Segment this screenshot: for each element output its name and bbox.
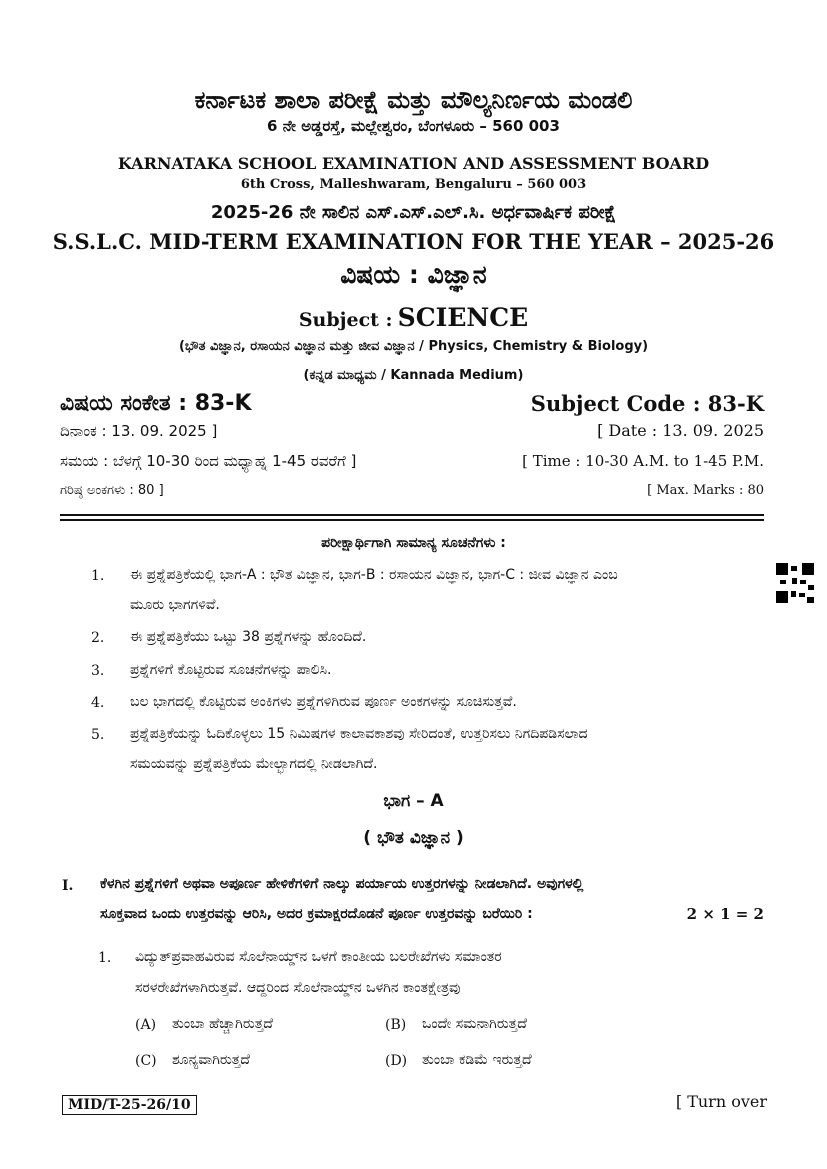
instructions-title: ಪರೀಕ್ಷಾರ್ಥಿಗಾಗಿ ಸಾಮಾನ್ಯ ಸೂಚನೆಗಳು :	[321, 535, 506, 551]
board-address-kannada: 6 ನೇ ಅಡ್ಡರಸ್ತೆ, ಮಲ್ಲೇಶ್ವರಂ, ಬೆಂಗಳೂರು – 560 003	[267, 117, 560, 135]
instruction-number: 2.	[91, 630, 105, 646]
option-label: (C)	[135, 1053, 157, 1069]
board-address-english: 6th Cross, Malleshwaram, Bengaluru – 560 003	[240, 177, 587, 192]
marks-kannada: ಗರಿಷ್ಠ ಅಂಕಗಳು : 80 ]	[60, 483, 164, 498]
option-text: ಶೂನ್ಯವಾಗಿರುತ್ತದೆ	[172, 1052, 250, 1068]
section-instruction: ಸೂಕ್ತವಾದ ಒಂದು ಉತ್ತರವನ್ನು ಆರಿಸಿ, ಅದರ ಕ್ರಮಾಕ್ಷರದೊಡನೆ ಪೂರ್ಣ ಉತ್ತರವನ್ನು ಬರೆಯಿರಿ :	[100, 906, 533, 922]
qr-code-icon	[776, 563, 814, 603]
instruction-number: 5.	[91, 727, 105, 743]
board-title-english: KARNATAKA SCHOOL EXAMINATION AND ASSESSMENT BOARD	[117, 154, 710, 173]
instruction-text: ಬಲ ಭಾಗದಲ್ಲಿ ಕೊಟ್ಟಿರುವ ಅಂಕಿಗಳು ಪ್ರಶ್ನೆಗಳಿಗಿರುವ ಪೂರ್ಣ ಅಂಕಗಳನ್ನು ಸೂಚಿಸುತ್ತವೆ.	[130, 694, 517, 710]
subject-code-english: Subject Code : 83-K	[530, 391, 764, 416]
date-kannada: ದಿನಾಂಕ : 13. 09. 2025 ]	[60, 422, 218, 440]
option-label: (B)	[385, 1017, 407, 1033]
instruction-text: ಈ ಪ್ರಶ್ನೆಪತ್ರಿಕೆಯಲ್ಲಿ ಭಾಗ-A : ಭೌತ ವಿಜ್ಞಾನ, ಭಾಗ-B : ರಸಾಯನ ವಿಜ್ಞಾನ, ಭಾಗ-C : ಜೀವ ವಿಜ್ಞಾನ ಎಂಬ	[130, 567, 618, 583]
date-english: [ Date : 13. 09. 2025	[597, 421, 764, 440]
time-kannada: ಸಮಯ : ಬೆಳಗ್ಗೆ 10-30 ರಿಂದ ಮಧ್ಯಾಹ್ನ 1-45 ರವರೆಗೆ ]	[60, 452, 357, 470]
divider-bottom	[60, 519, 764, 521]
exam-title-kannada: 2025-26 ನೇ ಸಾಲಿನ ಎಸ್.ಎಸ್.ಎಲ್.ಸಿ. ಅರ್ಧವಾರ್ಷಿಕ ಪರೀಕ್ಷೆ	[210, 202, 617, 223]
section-marks: 2 × 1 = 2	[686, 905, 764, 923]
instruction-number: 1.	[91, 568, 105, 584]
turn-over: [ Turn over	[675, 1092, 767, 1111]
instruction-text: ಸಮಯವನ್ನು ಪ್ರಶ್ನೆಪತ್ರಿಕೆಯ ಮೇಲ್ಭಾಗದಲ್ಲಿ ನೀಡಲಾಗಿದೆ.	[130, 756, 378, 772]
time-english: [ Time : 10-30 A.M. to 1-45 P.M.	[522, 452, 764, 470]
option-text: ಒಂದೇ ಸಮನಾಗಿರುತ್ತದೆ	[422, 1016, 527, 1032]
part-subtitle: ( ಭೌತ ವಿಜ್ಞಾನ )	[363, 828, 464, 848]
option-label: (D)	[385, 1053, 408, 1069]
instruction-text: ಪ್ರಶ್ನೆಗಳಿಗೆ ಕೊಟ್ಟಿರುವ ಸೂಚನೆಗಳನ್ನು ಪಾಲಿಸಿ.	[130, 662, 332, 678]
section-number: I.	[62, 878, 74, 894]
subject-label: Subject :	[298, 309, 393, 331]
medium: (ಕನ್ನಡ ಮಾಧ್ಯಮ / Kannada Medium)	[303, 368, 524, 383]
board-title-kannada: ಕರ್ನಾಟಕ ಶಾಲಾ ಪರೀಕ್ಷೆ ಮತ್ತು ಮೌಲ್ಯನಿರ್ಣಯ ಮಂಡಲಿ	[194, 86, 633, 114]
subject-kannada: ವಿಷಯ : ವಿಜ್ಞಾನ	[340, 260, 487, 289]
instruction-text: ಈ ಪ್ರಶ್ನೆಪತ್ರಿಕೆಯು ಒಟ್ಟು 38 ಪ್ರಶ್ನೆಗಳನ್ನು ಹೊಂದಿದೆ.	[130, 629, 367, 645]
question-text: ಸರಳರೇಖೆಗಳಾಗಿರುತ್ತವೆ. ಆದ್ದರಿಂದ ಸೊಲೆನಾಯ್ಡ್‌ನ ಒಳಗಿನ ಕಾಂತಕ್ಷೇತ್ರವು	[135, 980, 461, 996]
instruction-number: 3.	[91, 663, 105, 679]
subject-code-kannada: ವಿಷಯ ಸಂಕೇತ : 83-K	[60, 391, 252, 416]
option-text: ತುಂಬಾ ಕಡಿಮೆ ಇರುತ್ತದೆ	[422, 1052, 532, 1068]
exam-title-english: S.S.L.C. MID-TERM EXAMINATION FOR THE YEAR – 2025-26	[52, 229, 775, 254]
section-instruction: ಕೆಳಗಿನ ಪ್ರಶ್ನೆಗಳಿಗೆ ಅಥವಾ ಅಪೂರ್ಣ ಹೇಳಿಕೆಗಳಿಗೆ ನಾಲ್ಕು ಪರ್ಯಾಯ ಉತ್ತರಗಳನ್ನು ನೀಡಲಾಗಿದೆ. ಅವುಗಳಲ್ಲಿ	[100, 876, 584, 892]
marks-english: [ Max. Marks : 80	[647, 483, 764, 498]
question-number: 1.	[98, 950, 112, 966]
option-label: (A)	[135, 1017, 157, 1033]
subject-name: SCIENCE	[397, 303, 529, 332]
divider-top	[60, 514, 764, 516]
instruction-text: ಮೂರು ಭಾಗಗಳಿವೆ.	[130, 597, 220, 613]
subject-line	[0, 303, 827, 332]
instruction-text: ಪ್ರಶ್ನೆಪತ್ರಿಕೆಯನ್ನು ಓದಿಕೊಳ್ಳಲು 15 ನಿಮಿಷಗಳ ಕಾಲಾವಕಾಶವು ಸೇರಿದಂತೆ, ಉತ್ತರಿಸಲು ನಿಗದಿಪಡಿಸಲಾದ	[130, 726, 588, 742]
paper-code: MID/T-25-26/10	[62, 1095, 197, 1115]
part-title: ಭಾಗ – A	[383, 791, 444, 811]
instruction-number: 4.	[91, 695, 105, 711]
option-text: ತುಂಬಾ ಹೆಚ್ಚಾಗಿರುತ್ತದೆ	[172, 1016, 273, 1032]
question-text: ವಿದ್ಯುತ್‌ಪ್ರವಾಹವಿರುವ ಸೊಲೆನಾಯ್ಡ್‌ನ ಒಳಗೆ ಕಾಂತೀಯ ಬಲರೇಖೆಗಳು ಸಮಾಂತರ	[135, 949, 502, 965]
subject-parts: (ಭೌತ ವಿಜ್ಞಾನ, ರಸಾಯನ ವಿಜ್ಞಾನ ಮತ್ತು ಜೀವ ವಿಜ್ಞಾನ / Physics, Chemistry & Biology)	[178, 339, 649, 354]
